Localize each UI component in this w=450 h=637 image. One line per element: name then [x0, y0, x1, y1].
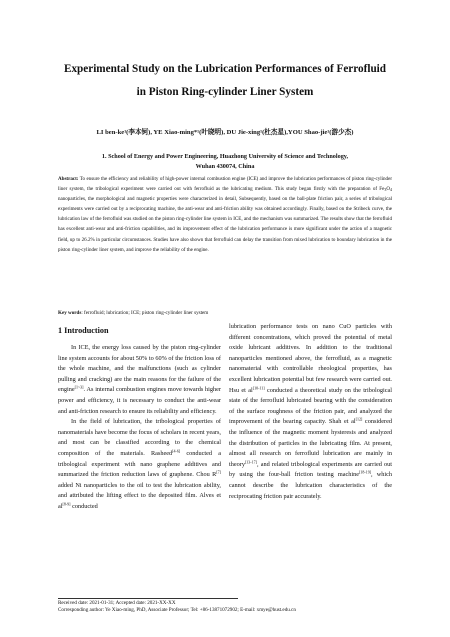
- intro-paragraph-2-continued: [229, 322, 392, 502]
- paper-title-line-1: Experimental Study on the Lubrication Performances of Ferrofluid: [63, 63, 387, 75]
- corresponding-author-note: Corresponding author: Ye Xiao-ming, PhD, Associate Professor; Tel: +86-13871072902; E-mail: xmye@hust.edu.cn: [58, 607, 296, 613]
- citation: [10-11]: [252, 385, 265, 391]
- affiliation: [40, 152, 410, 171]
- paragraph-text: conducted a tribological experiment with nano graphene additives and summarized the friction reduction laws of graphene. Chou R: [58, 449, 221, 479]
- keywords-label: Key words: [58, 310, 82, 316]
- abstract-text-1: To ensure the efficiency and reliability of high-power internal combustion engine (ICE) and improve the lubrication performances of piston ring-cylinder liner system, the tribological experiment were carried out with ferrofluid as the lubricating medium. This study began firstly with the preparation of Fe: [58, 176, 392, 193]
- intro-paragraph-1: [58, 343, 221, 417]
- paragraph-text: added Ni nanoparticles to the oil to test the lubrication ability, and attributed the lifting effect to the deposited film. Alves et al: [58, 481, 221, 510]
- paragraph-text: In ICE, the energy loss caused by the piston ring-cylinder line system accounts for about 50% to 60% of the friction loss of the whole machine, and the malfunctions (such as cylinder pulling and cracking) are the main reasons for the failure of the engine: [58, 344, 221, 394]
- paragraph-text: , which cannot describe the lubrication characteristics of the reciprocating friction pair accurately.: [229, 471, 392, 500]
- paragraph-text: . As internal combustion engines move towards higher power and efficiency, it is necessary to conduct the anti-wear and anti-friction research to ensure its reliability and efficiency.: [58, 386, 221, 415]
- abstract-subscript-1: 3: [384, 187, 387, 193]
- citation: [1~3]: [74, 384, 84, 390]
- abstract: [58, 174, 392, 255]
- abstract-text-2: O: [386, 186, 390, 193]
- citation: [13-17]: [244, 459, 257, 465]
- received-date-note: Received date: 2021-01-31; Accepted date: 2021-XX-XX: [58, 600, 176, 606]
- paragraph-text: considered the influence of the magnetic moment hysteresis and analyzed the distribution of particles in the lubricating film. At present, almost all research on ferrofluid lubrication are mainly in theory: [229, 418, 393, 468]
- abstract-subscript-2: 4: [390, 187, 392, 193]
- abstract-label: Abstract:: [58, 176, 79, 182]
- paragraph-text: conducted: [70, 502, 98, 510]
- section-heading: 1 Introduction: [58, 326, 109, 335]
- intro-paragraph-2: [58, 417, 221, 512]
- citation: [12]: [355, 416, 363, 422]
- affiliation-line-1: 1. School of Energy and Power Engineering, Huazhong University of Science and Technology,: [101, 153, 349, 160]
- affiliation-line-2: Wuhan 430074, China: [195, 162, 255, 170]
- author-list: LI ben-ke¹(李本钶), YE Xiao-ming*¹(叶晓明), DU Jie-xing¹(杜杰星),YOU Shao-jie¹(游少杰): [96, 129, 354, 136]
- citation: [18-19]: [359, 469, 372, 475]
- paragraph-text: conducted a theoretical study on the tribological state of the ferrofluid lubricated bearing with the consideration of the surface roughness of the friction pair, and analyzed the improvement of the bearing capacity. Shah et al: [229, 386, 393, 426]
- paper-title-line-2: in Piston Ring-cylinder Liner System: [136, 86, 314, 98]
- right-column: [229, 322, 392, 502]
- paragraph-text: In the field of lubrication, the tribological properties of nanomaterials have become the focus of scholars in recent years, and most can be classified according to the chemical composition of the materials. Rasheed: [58, 418, 221, 457]
- footnote-divider: [58, 598, 238, 599]
- keywords-text: : ferrofluid; lubrication; ICE; piston ring-cylinder liner system: [81, 310, 209, 316]
- left-column: [58, 322, 221, 513]
- citation: [7]: [216, 469, 221, 475]
- paragraph-text: lubrication performance tests on nano CuO particles with different concentrations, which proved the potential of metal oxide lubricant additives. In addition to the traditional nanoparticles mentioned above, the ferrofluid, as a magnetic nanomaterial with controllable rheological properties, has excellent lubrication potential but few research were carried out. Hsu et al: [229, 323, 392, 394]
- paragraph-text: , and related tribological experiments are carried out by using the four-ball friction testing machine: [229, 460, 392, 479]
- keywords: [58, 309, 392, 317]
- abstract-text-3: nanoparticles, the morphological and magnetic properties were characterized in detail, Subsequently, based on the ball-plate friction pair, a series of tribological experiments were carried out by a reciprocating machine, the anti-wear and anti-friction ability was obtained accordingly. Finally, based on the Stribeck curve, the lubrication law of the ferrofluid was studied on the piston ring-cylinder line system in ICE, and the mechanism was summarized. The results show that the ferrofluid has excellent anti-wear and anti-friction capabilities, and its improvement effect of the lubrication performance is more significant under the action of a magnetic field, up to 26.2% in particular circumstances. Studies have also shown that ferrofluid can delay the transition from mixed lubrication to boundary lubrication in the piston ring-cylinder liner system, and improve the reliability of the engine.: [58, 196, 392, 253]
- citation: [4-6]: [172, 448, 181, 454]
- citation: [8-9]: [62, 501, 71, 507]
